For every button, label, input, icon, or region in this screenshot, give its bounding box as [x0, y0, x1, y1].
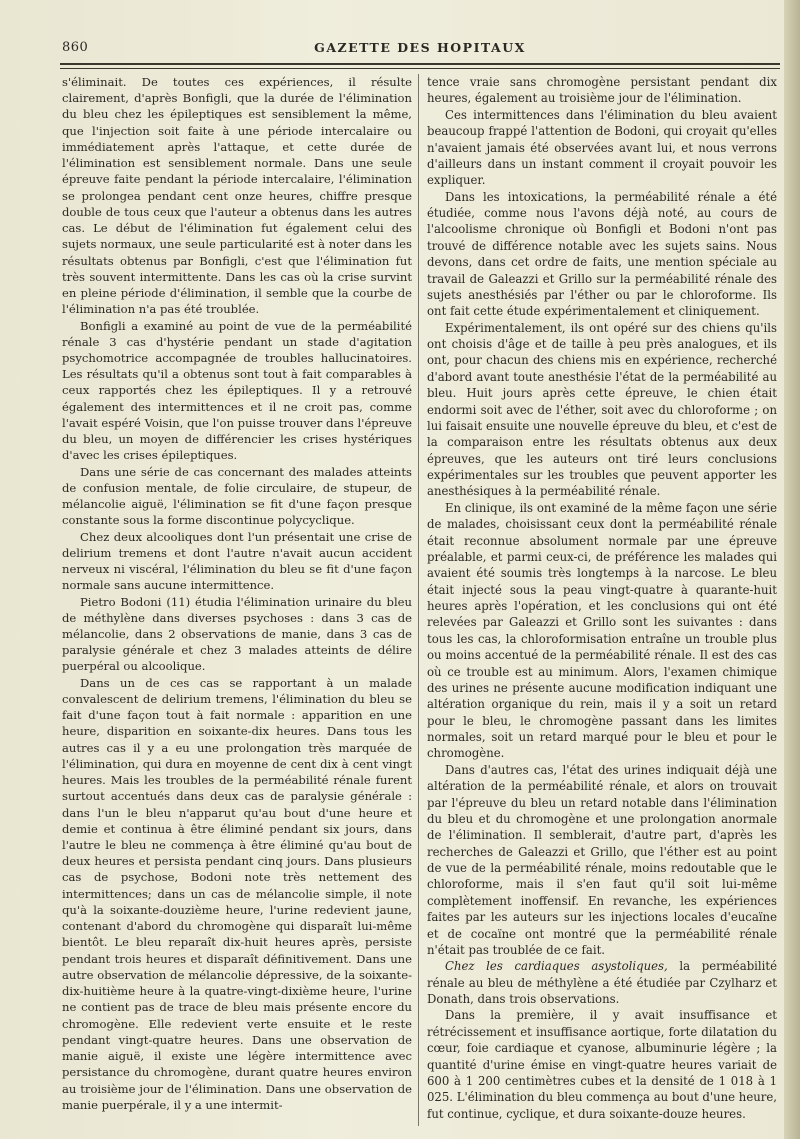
paragraph: Dans une série de cas concernant des malades atteints de confusion mentale, de folie circulaire, de stupeur, de mélancolie aiguë, l'élimination se fit d'une façon presque constante sous la forme discontinue polycyclique. — [62, 464, 412, 528]
paragraph: Dans la première, il y avait insuffisance et rétrécissement et insuffisance aortique, forte dilatation du cœur, foie cardiaque et cyanose, albuminurie légère ; la quantité d'urine émise en vingt-quatre heures variait de 600 à 1 200 centimètres cubes et la densité de 1 018 à 1 025. L'élimination du bleu commença au bout d'une heure, fut continue, cyclique, et dura soixante-douze heures. — [427, 1008, 777, 1121]
paragraph: s'éliminait. De toutes ces expériences, il résulte clairement, d'après Bonfigli, que la durée de l'élimination du bleu chez les épileptiques est sensiblement la même, que l'injection soit faite à une période intercalaire ou immédiatement après l'attaque, et cette durée de l'élimination est sensiblement normale. Dans une seule épreuve faite pendant la période intercalaire, l'élimination se prolongea pendant cent onze heures, chiffre presque double de tous ceux que l'auteur a obtenus dans les autres cas. Le début de l'élimination fut également celui des sujets normaux, une seule particularité est à noter dans les résultats obtenus par Bonfigli, c'est que l'élimination fut très souvent intermittente. Dans les cas où la crise survint en pleine période d'élimination, il semble que la courbe de l'élimination n'a pas été troublée. — [62, 75, 412, 317]
paragraph: Dans les intoxications, la perméabilité rénale a été étudiée, comme nous l'avons déjà noté, au cours de l'alcoolisme chronique où Bonfigli et Bodoni n'ont pas trouvé de différence notable avec les sujets sains. Nous devons, dans cet ordre de faits, une mention spéciale au travail de Galeazzi et Grillo sur la perméabilité rénale des sujets anesthésiés par l'éther ou par le chloroforme. Ils ont fait cette étude expérimentalement et cliniquement. — [427, 189, 777, 319]
page-edge-shadow — [784, 0, 800, 1139]
paragraph-rest: la perméabilité rénale au bleu de méthylène a été étudiée par Czylharz et Donath, dans trois observations. — [427, 959, 777, 1006]
page-number: 860 — [62, 40, 89, 55]
journal-title: GAZETTE DES HOPITAUX — [314, 40, 526, 55]
header-rule — [60, 63, 780, 69]
page-header — [62, 38, 778, 58]
paragraph-cardiac — [427, 958, 777, 1007]
column-divider — [418, 74, 419, 1126]
paragraph: Expérimentalement, ils ont opéré sur des chiens qu'ils ont choisis d'âge et de taille à peu près analogues, et ils ont, pour chacun des chiens mis en expérience, recherché d'abord avant toute anesthésie l'état de la perméabilité au bleu. Huit jours après cette épreuve, le chien était endormi soit avec de l'éther, soit avec du chloroforme ; on lui faisait ensuite une nouvelle épreuve du bleu, et c'est de la comparaison entre les résultats obtenus aux deux épreuves, que les auteurs ont tiré leurs conclusions expérimentales sur les troubles que peuvent apporter les anesthésiques à la perméabilité rénale. — [427, 320, 777, 499]
paragraph: Dans d'autres cas, l'état des urines indiquait déjà une altération de la perméabilité rénale, et alors on trouvait par l'épreuve du bleu un retard notable dans l'élimination du bleu et du chromogène et une prolongation anormale de l'élimination. Il semblerait, d'autre part, d'après les recherches de Galeazzi et Grillo, que l'éther est au point de vue de la perméabilité rénale, moins redoutable que le chloroforme, mais il s'en faut qu'il soit lui-même complètement inoffensif. En revanche, les expériences faites par les auteurs sur les injections locales d'eucaïne et de cocaïne ont montré que la perméabilité rénale n'était pas troublée de ce fait. — [427, 762, 777, 957]
italic-lead: Chez les cardiaques asystoliques, — [445, 959, 668, 974]
paragraph: Bonfigli a examiné au point de vue de la perméabilité rénale 3 cas d'hystérie pendant un stade d'agitation psychomotrice accompagnée de troubles hallucinatoires. Les résultats qu'il a obtenus sont tout à fait comparables à ceux rapportés chez les épileptiques. Il y a retrouvé également des intermittences et il ne croit pas, comme l'avait espéré Voisin, que l'on puisse trouver dans l'épreuve du bleu, un moyen de différencier les crises hystériques d'avec les crises épileptiques. — [62, 318, 412, 463]
right-column — [427, 74, 777, 1122]
paragraph: En clinique, ils ont examiné de la même façon une série de malades, choisissant ceux dont la perméabilité rénale était reconnue absolument normale par une épreuve préalable, et parmi ceux-ci, de préférence les malades qui avaient été soumis très longtemps à la narcose. Le bleu était injecté sous la peau vingt-quatre à quarante-huit heures après l'opération, et les conclusions qui ont été relevées par Galeazzi et Grillo sont les suivantes : dans tous les cas, la chloroformisation entraîne un trouble plus ou moins accentué de la perméabilité rénale. Il est des cas où ce trouble est au minimum. Alors, l'examen chimique des urines ne présente aucune modification indiquant une altération organique du rein, mais il y a soit un retard pour le bleu, le chromogène passant dans les limites normales, soit un retard marqué pour le bleu et pour le chromogène. — [427, 500, 777, 761]
paragraph: Dans un de ces cas se rapportant à un malade convalescent de delirium tremens, l'élimination du bleu se fait d'une façon tout à fait normale : apparition en une heure, disparition en soixante-dix heures. Dans tous les autres cas il y a eu une prolongation très marquée de l'élimination, qui dura en moyenne de cent dix à cent vingt heures. Mais les troubles de la perméabilité rénale furent surtout accentués dans deux cas de paralysie générale : dans l'un le bleu n'apparut qu'au bout d'une heure et demie et continua à être éliminé pendant six jours, dans l'autre le bleu ne commença à être éliminé qu'au bout de deux heures et persista pendant cinq jours. Dans plusieurs cas de psychose, Bodoni note très nettement des intermittences; dans un cas de mélancolie simple, il note qu'à la soixante-douzième heure, l'urine redevient jaune, contenant d'abord du chromogène qui disparaît lui-même bientôt. Le bleu reparaît dix-huit heures après, persiste pendant trois heures et disparaît définitivement. Dans une autre observation de mélancolie dépressive, de la soixante-dix-huitième heure à la quatre-vingt-dixième heure, l'urine ne contient pas de trace de bleu mais présente encore du chromogène. Elle redevient verte ensuite et le reste pendant vingt-quatre heures. Dans une observation de manie aiguë, il existe une légère intermittence avec persistance du chromogène, durant quatre heures environ au troisième jour de l'élimination. Dans une observation de manie puerpérale, il y a une intermit- — [62, 675, 412, 1112]
left-column — [62, 74, 412, 1113]
paragraph: Pietro Bodoni (11) étudia l'élimination urinaire du bleu de méthylène dans diverses psychoses : dans 3 cas de mélancolie, dans 2 observations de manie, dans 3 cas de paralysie générale et chez 3 malades atteints de délire puerpéral ou alcoolique. — [62, 594, 412, 674]
paragraph: Ces intermittences dans l'élimination du bleu avaient beaucoup frappé l'attention de Bodoni, qui croyait qu'elles n'avaient jamais été observées avant lui, et nous verrons d'ailleurs dans un instant comment il croyait pouvoir les expliquer. — [427, 107, 777, 188]
paragraph: Chez deux alcooliques dont l'un présentait une crise de delirium tremens et dont l'autre n'avait aucun accident nerveux ni viscéral, l'élimination du bleu se fit d'une façon normale sans aucune intermittence. — [62, 529, 412, 593]
paragraph: tence vraie sans chromogène persistant pendant dix heures, également au troisième jour de l'élimination. — [427, 75, 777, 106]
